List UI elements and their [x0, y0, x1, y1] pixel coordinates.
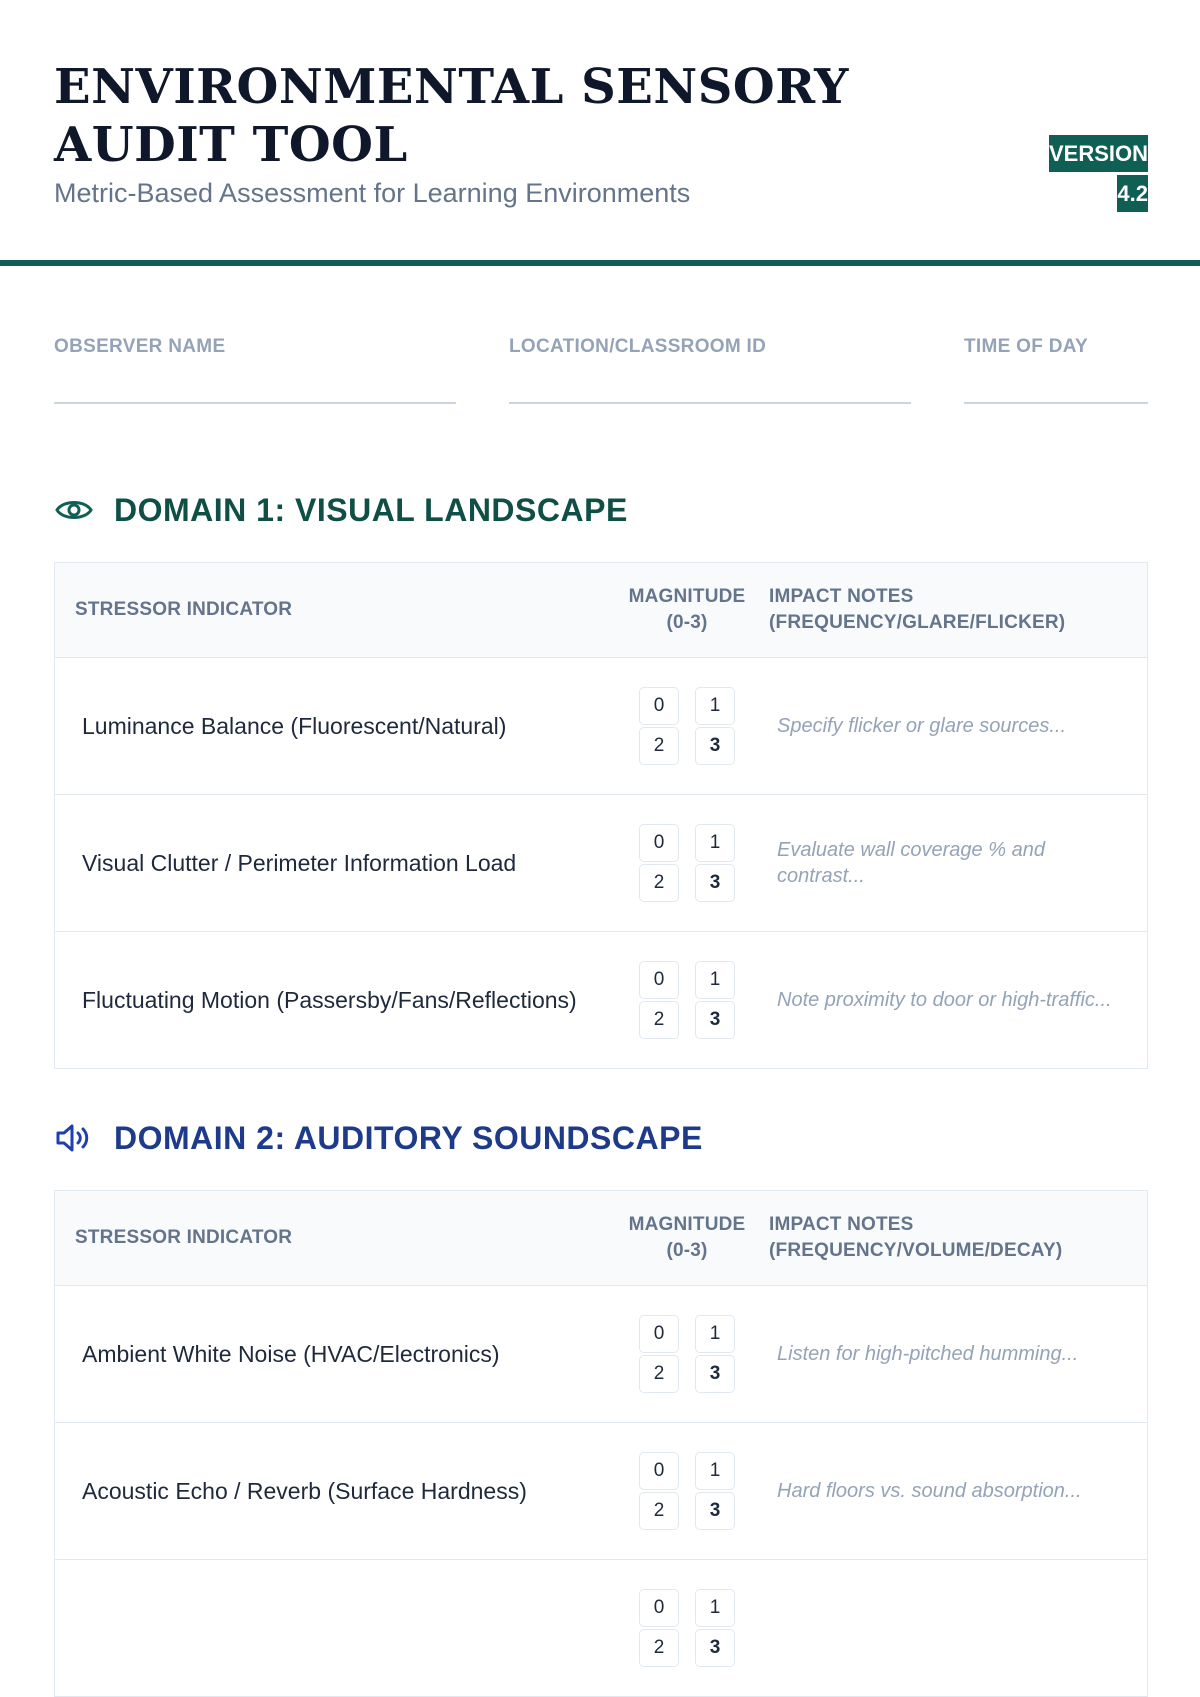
magnitude-selector	[615, 658, 759, 795]
magnitude-option-3[interactable]: 3	[695, 1001, 735, 1039]
magnitude-selector	[615, 1560, 759, 1697]
observer-name-input[interactable]	[54, 402, 456, 404]
location-label: LOCATION/CLASSROOM ID	[509, 336, 767, 357]
stressor-indicator: Ambient White Noise (HVAC/Electronics)	[55, 1286, 616, 1423]
visual-landscape-table	[54, 562, 1148, 1069]
magnitude-option-2[interactable]: 2	[639, 1492, 679, 1530]
time-of-day-label: TIME OF DAY	[964, 336, 1088, 357]
domain-2-title: DOMAIN 2: AUDITORY SOUNDSCAPE	[114, 1119, 703, 1156]
table-row	[55, 932, 1148, 1069]
magnitude-selector	[615, 795, 759, 932]
table-header-row	[55, 1191, 1148, 1286]
col-magnitude	[615, 563, 759, 658]
col-stressor-indicator: STRESSOR INDICATOR	[55, 563, 616, 658]
magnitude-option-3[interactable]: 3	[695, 864, 735, 902]
magnitude-option-1[interactable]: 1	[695, 961, 735, 999]
magnitude-option-2[interactable]: 2	[639, 864, 679, 902]
col-impact-notes-detail: (FREQUENCY/GLARE/FLICKER)	[769, 612, 1066, 633]
version-badge	[1022, 134, 1148, 214]
table-row	[55, 1286, 1148, 1423]
col-impact-notes	[759, 1191, 1148, 1286]
impact-notes-input[interactable]: Listen for high-pitched humming...	[759, 1286, 1148, 1423]
magnitude-option-2[interactable]: 2	[639, 1001, 679, 1039]
time-of-day-field[interactable]	[964, 336, 1148, 358]
location-field[interactable]	[509, 336, 911, 358]
page-title: ENVIRONMENTAL SENSORY AUDIT TOOL	[54, 59, 849, 173]
col-magnitude-range: (0-3)	[666, 612, 708, 633]
stressor-indicator: Acoustic Echo / Reverb (Surface Hardness)	[55, 1423, 616, 1560]
location-input[interactable]	[509, 402, 911, 404]
col-impact-notes	[759, 563, 1148, 658]
table-header-row	[55, 563, 1148, 658]
stressor-indicator	[55, 1560, 616, 1697]
table-row	[55, 1560, 1148, 1697]
magnitude-option-1[interactable]: 1	[695, 1452, 735, 1490]
stressor-indicator: Fluctuating Motion (Passersby/Fans/Reflections)	[55, 932, 616, 1069]
impact-notes-input[interactable]: Evaluate wall coverage % and contrast...	[759, 795, 1148, 932]
col-impact-notes-detail: (FREQUENCY/VOLUME/DECAY)	[769, 1240, 1063, 1261]
document-header	[0, 0, 1200, 266]
magnitude-selector	[615, 932, 759, 1069]
domain-2-heading	[54, 1118, 703, 1158]
domain-1-heading	[54, 490, 628, 530]
auditory-soundscape-table	[54, 1190, 1148, 1697]
magnitude-option-0[interactable]: 0	[639, 824, 679, 862]
magnitude-option-3[interactable]: 3	[695, 1492, 735, 1530]
magnitude-option-0[interactable]: 0	[639, 1589, 679, 1627]
magnitude-option-1[interactable]: 1	[695, 1589, 735, 1627]
magnitude-option-1[interactable]: 1	[695, 824, 735, 862]
magnitude-selector	[615, 1286, 759, 1423]
col-impact-notes-label: IMPACT NOTES	[769, 1214, 914, 1235]
observer-name-label: OBSERVER NAME	[54, 336, 226, 357]
observer-name-field[interactable]	[54, 336, 456, 358]
table-row	[55, 795, 1148, 932]
col-impact-notes-label: IMPACT NOTES	[769, 586, 914, 607]
domain-1-title: DOMAIN 1: VISUAL LANDSCAPE	[114, 491, 628, 528]
magnitude-option-1[interactable]: 1	[695, 687, 735, 725]
impact-notes-input[interactable]	[759, 1560, 1148, 1697]
time-of-day-input[interactable]	[964, 402, 1148, 404]
magnitude-option-1[interactable]: 1	[695, 1315, 735, 1353]
magnitude-option-2[interactable]: 2	[639, 1629, 679, 1667]
version-label: VERSION 4.2	[1049, 135, 1148, 212]
col-magnitude-range: (0-3)	[666, 1240, 708, 1261]
impact-notes-input[interactable]: Note proximity to door or high-traffic...	[759, 932, 1148, 1069]
table-row	[55, 658, 1148, 795]
page-subtitle: Metric-Based Assessment for Learning Environments	[54, 178, 691, 208]
stressor-indicator: Visual Clutter / Perimeter Information Load	[55, 795, 616, 932]
impact-notes-input[interactable]: Hard floors vs. sound absorption...	[759, 1423, 1148, 1560]
col-stressor-indicator: STRESSOR INDICATOR	[55, 1191, 616, 1286]
eye-icon	[54, 490, 94, 530]
speaker-icon	[54, 1118, 94, 1158]
magnitude-option-0[interactable]: 0	[639, 1452, 679, 1490]
magnitude-option-2[interactable]: 2	[639, 1355, 679, 1393]
magnitude-option-0[interactable]: 0	[639, 687, 679, 725]
magnitude-option-2[interactable]: 2	[639, 727, 679, 765]
magnitude-option-0[interactable]: 0	[639, 1315, 679, 1353]
magnitude-selector	[615, 1423, 759, 1560]
col-magnitude-label: MAGNITUDE	[628, 586, 746, 607]
col-magnitude	[615, 1191, 759, 1286]
col-magnitude-label: MAGNITUDE	[628, 1214, 746, 1235]
impact-notes-input[interactable]: Specify flicker or glare sources...	[759, 658, 1148, 795]
observation-meta	[0, 266, 1200, 476]
table-row	[55, 1423, 1148, 1560]
magnitude-option-0[interactable]: 0	[639, 961, 679, 999]
magnitude-option-3[interactable]: 3	[695, 727, 735, 765]
stressor-indicator: Luminance Balance (Fluorescent/Natural)	[55, 658, 616, 795]
magnitude-option-3[interactable]: 3	[695, 1629, 735, 1667]
magnitude-option-3[interactable]: 3	[695, 1355, 735, 1393]
